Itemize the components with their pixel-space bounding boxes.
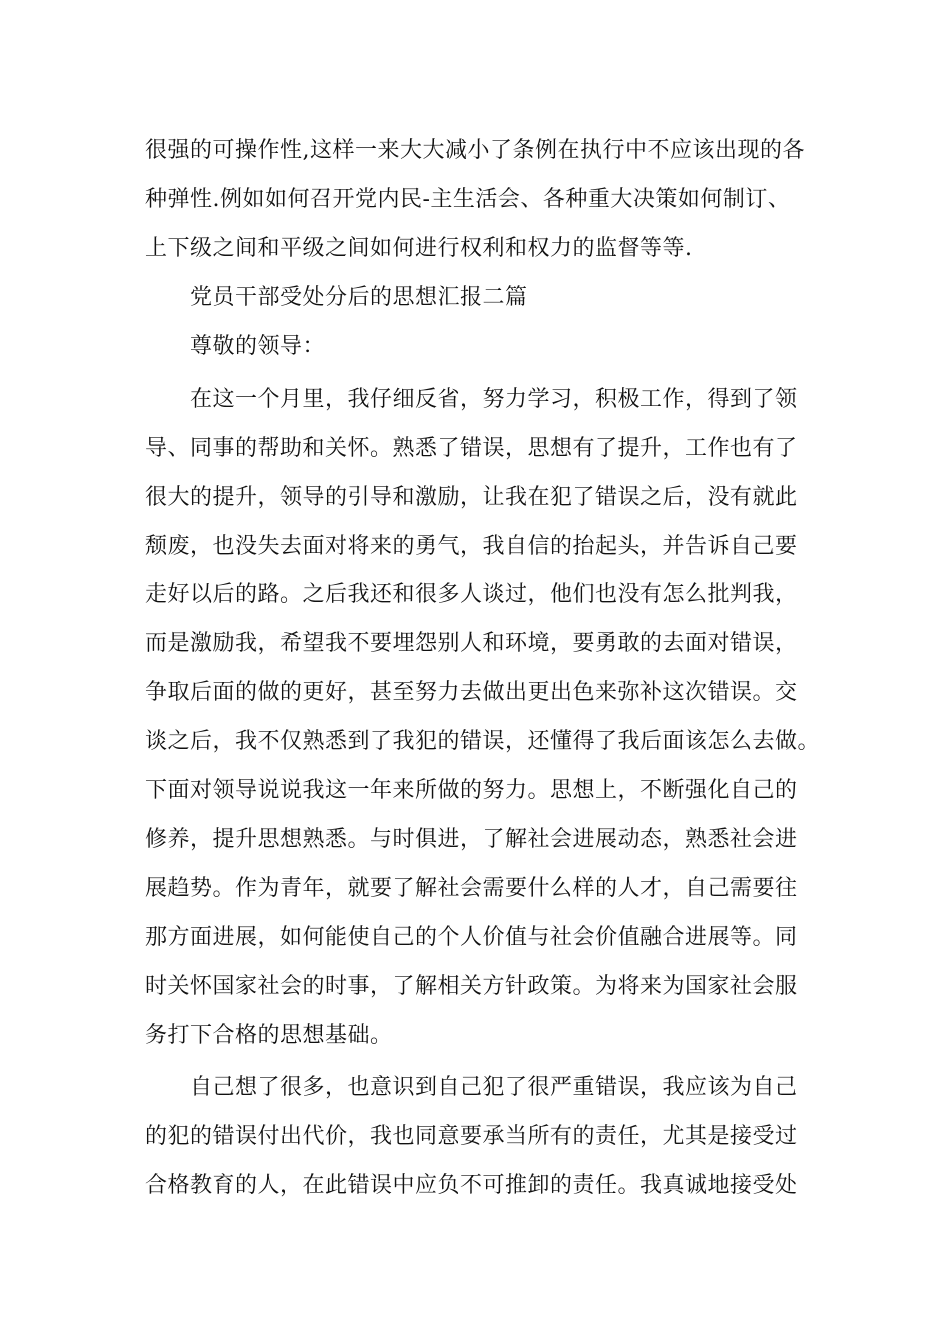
salutation: 尊敬的领导： bbox=[190, 334, 326, 359]
text-line: 上下级之间和平级之间如何进行权利和权力的监督等等. bbox=[145, 236, 693, 261]
text-line: 而是激励我，希望我不要埋怨别人和环境，要勇敢的去面对错误， bbox=[145, 631, 798, 656]
text-line: 颓废，也没失去面对将来的勇气，我自信的抬起头，并告诉自己要 bbox=[145, 534, 798, 559]
text-line: 谈之后，我不仅熟悉到了我犯的错误，还懂得了我后面该怎么去做。 bbox=[145, 729, 821, 754]
text-line: 的犯的错误付出代价，我也同意要承当所有的责任，尤其是接受过 bbox=[145, 1124, 798, 1149]
text-line: 务打下合格的思想基础。 bbox=[145, 1023, 393, 1048]
text-line: 很大的提升，领导的引导和激励，让我在犯了错误之后，没有就此 bbox=[145, 485, 798, 510]
text-line: 修养，提升思想熟悉。与时俱进，了解社会进展动态，熟悉社会进 bbox=[145, 827, 798, 852]
text-line: 展趋势。作为青年，就要了解社会需要什么样的人才，自己需要往 bbox=[145, 876, 798, 901]
text-line: 下面对领导说说我这一年来所做的努力。思想上，不断强化自己的 bbox=[145, 778, 798, 803]
text-line: 时关怀国家社会的时事，了解相关方针政策。为将来为国家社会服 bbox=[145, 974, 798, 999]
text-line: 种弹性.例如如何召开党内民-主生活会、各种重大决策如何制订、 bbox=[145, 187, 791, 212]
text-line: 争取后面的做的更好，甚至努力去做出更出色来弥补这次错误。交 bbox=[145, 680, 798, 705]
section-title: 党员干部受处分后的思想汇报二篇 bbox=[190, 285, 528, 310]
text-line: 在这一个月里，我仔细反省，努力学习，积极工作，得到了领 bbox=[190, 387, 798, 412]
text-line: 导、同事的帮助和关怀。熟悉了错误，思想有了提升，工作也有了 bbox=[145, 436, 798, 461]
text-line: 自己想了很多，也意识到自己犯了很严重错误，我应该为自己 bbox=[190, 1075, 798, 1100]
text-line: 合格教育的人，在此错误中应负不可推卸的责任。我真诚地接受处 bbox=[145, 1173, 798, 1198]
text-line: 那方面进展，如何能使自己的个人价值与社会价值融合进展等。同 bbox=[145, 925, 798, 950]
text-line: 走好以后的路。之后我还和很多人谈过，他们也没有怎么批判我， bbox=[145, 582, 798, 607]
text-line: 很强的可操作性,这样一来大大减小了条例在执行中不应该出现的各 bbox=[145, 138, 805, 163]
